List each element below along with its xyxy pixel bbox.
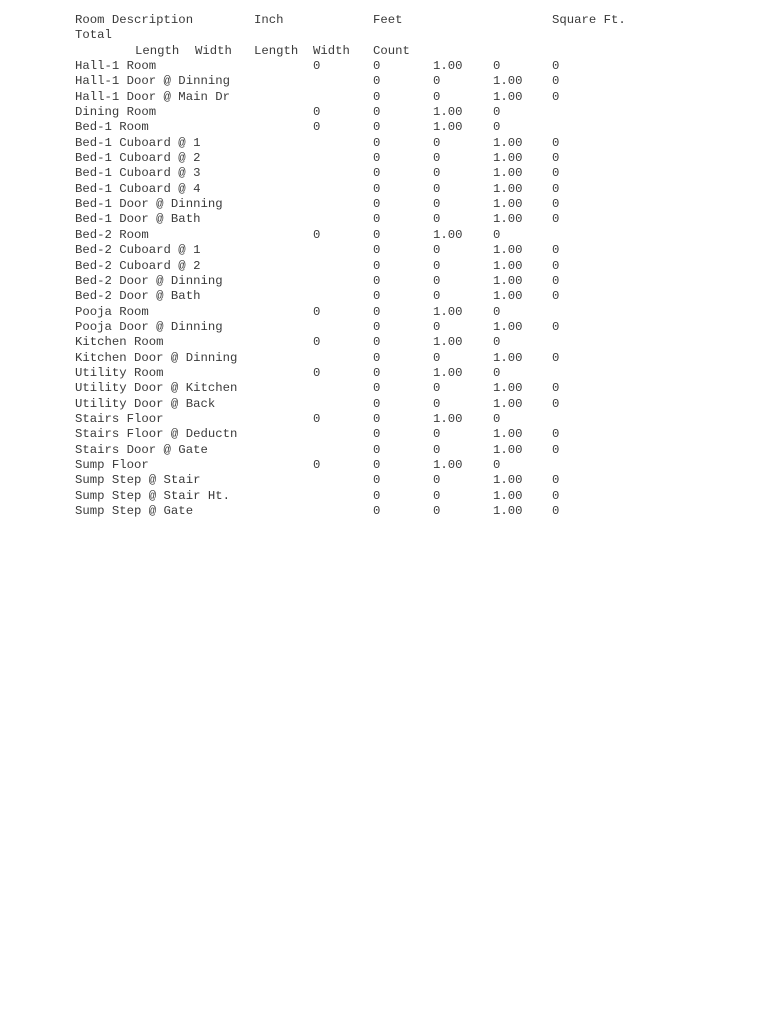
room-name: Utility Door @ Back [75, 396, 216, 411]
col-a-value: 0 [313, 304, 321, 319]
col-a-value: 0 [313, 365, 321, 380]
header-width-2: Width [313, 43, 350, 58]
room-name: Bed-1 Cuboard @ 2 [75, 151, 201, 166]
col-c-value: 0 [433, 427, 441, 442]
col-c-value: 0 [433, 396, 441, 411]
room-name: Stairs Floor @ Deductn [75, 427, 238, 442]
col-d-value: 1.00 [493, 166, 523, 181]
room-measurement-sheet [75, 13, 695, 519]
col-d-value: 0 [493, 457, 501, 472]
col-b-value: 0 [373, 504, 381, 518]
col-b-value: 0 [373, 120, 381, 135]
header-width: Width [195, 43, 232, 58]
col-b-value: 0 [373, 457, 381, 472]
col-c-value: 0 [433, 212, 441, 227]
col-e-value: 0 [552, 319, 560, 334]
col-c-value: 0 [433, 504, 441, 518]
header-row-2 [75, 28, 695, 43]
table-row [75, 366, 695, 381]
table-row [75, 351, 695, 366]
table-row [75, 381, 695, 396]
col-c-value: 0 [433, 166, 441, 181]
col-e-value: 0 [552, 74, 560, 89]
room-name: Bed-1 Door @ Bath [75, 212, 201, 227]
col-d-value: 1.00 [493, 273, 523, 288]
table-row [75, 259, 695, 274]
col-b-value: 0 [373, 105, 381, 120]
col-c-value: 1.00 [433, 304, 463, 319]
col-e-value: 0 [552, 488, 560, 503]
col-b-value: 0 [373, 135, 381, 150]
col-d-value: 1.00 [493, 488, 523, 503]
col-b-value: 0 [373, 227, 381, 242]
col-d-value: 1.00 [493, 212, 523, 227]
table-row [75, 427, 695, 442]
room-name: Bed-1 Cuboard @ 1 [75, 135, 201, 150]
room-name: Sump Step @ Stair Ht. [75, 488, 230, 503]
col-c-value: 1.00 [433, 120, 463, 135]
col-b-value: 0 [373, 212, 381, 227]
col-e-value: 0 [552, 442, 560, 457]
col-b-value: 0 [373, 381, 381, 396]
col-d-value: 1.00 [493, 243, 523, 258]
col-c-value: 1.00 [433, 227, 463, 242]
table-row [75, 212, 695, 227]
col-b-value: 0 [373, 166, 381, 181]
col-c-value: 0 [433, 74, 441, 89]
header-total: Total [75, 28, 112, 43]
col-c-value: 1.00 [433, 59, 463, 74]
room-name: Hall-1 Door @ Dinning [75, 74, 230, 89]
table-row [75, 151, 695, 166]
table-row [75, 74, 695, 89]
col-c-value: 0 [433, 319, 441, 334]
table-row [75, 274, 695, 289]
col-b-value: 0 [373, 197, 381, 212]
col-c-value: 0 [433, 273, 441, 288]
header-room-description: Room Description [75, 13, 194, 27]
col-e-value: 0 [552, 504, 560, 518]
header-feet: Feet [373, 13, 403, 27]
col-c-value: 0 [433, 89, 441, 104]
col-b-value: 0 [373, 350, 381, 365]
room-name: Bed-2 Cuboard @ 1 [75, 243, 201, 258]
table-row [75, 504, 695, 519]
col-c-value: 1.00 [433, 457, 463, 472]
table-row [75, 197, 695, 212]
col-b-value: 0 [373, 181, 381, 196]
col-c-value: 0 [433, 181, 441, 196]
table-row [75, 105, 695, 120]
col-b-value: 0 [373, 304, 381, 319]
col-d-value: 1.00 [493, 381, 523, 396]
col-e-value: 0 [552, 135, 560, 150]
table-row [75, 243, 695, 258]
col-a-value: 0 [313, 457, 321, 472]
room-name: Bed-1 Cuboard @ 4 [75, 181, 201, 196]
col-d-value: 1.00 [493, 319, 523, 334]
table-row [75, 228, 695, 243]
table-row [75, 59, 695, 74]
header-inch: Inch [254, 13, 284, 27]
table-row [75, 397, 695, 412]
col-e-value: 0 [552, 427, 560, 442]
room-name: Utility Room [75, 365, 164, 380]
col-c-value: 0 [433, 381, 441, 396]
col-c-value: 0 [433, 197, 441, 212]
col-e-value: 0 [552, 258, 560, 273]
col-d-value: 0 [493, 304, 501, 319]
header-length: Length [135, 43, 180, 58]
table-row [75, 120, 695, 135]
col-d-value: 1.00 [493, 504, 523, 518]
col-d-value: 0 [493, 411, 501, 426]
col-b-value: 0 [373, 365, 381, 380]
col-a-value: 0 [313, 59, 321, 74]
col-c-value: 1.00 [433, 411, 463, 426]
table-body [75, 59, 695, 519]
room-name: Stairs Door @ Gate [75, 442, 208, 457]
col-c-value: 1.00 [433, 365, 463, 380]
col-c-value: 1.00 [433, 105, 463, 120]
col-e-value: 0 [552, 166, 560, 181]
col-b-value: 0 [373, 59, 381, 74]
room-name: Sump Step @ Stair [75, 473, 201, 488]
room-name: Sump Floor [75, 457, 149, 472]
col-e-value: 0 [552, 181, 560, 196]
col-a-value: 0 [313, 120, 321, 135]
table-row [75, 443, 695, 458]
col-b-value: 0 [373, 488, 381, 503]
header-square-ft: Square Ft. [552, 13, 626, 27]
col-b-value: 0 [373, 473, 381, 488]
col-d-value: 1.00 [493, 350, 523, 365]
col-d-value: 1.00 [493, 396, 523, 411]
col-d-value: 0 [493, 335, 501, 350]
col-a-value: 0 [313, 411, 321, 426]
table-row [75, 90, 695, 105]
col-e-value: 0 [552, 243, 560, 258]
header-row-3 [75, 44, 695, 59]
room-name: Utility Door @ Kitchen [75, 381, 238, 396]
col-c-value: 0 [433, 243, 441, 258]
room-name: Bed-2 Room [75, 227, 149, 242]
col-d-value: 1.00 [493, 258, 523, 273]
col-b-value: 0 [373, 289, 381, 304]
col-e-value: 0 [552, 273, 560, 288]
col-e-value: 0 [552, 59, 560, 74]
col-b-value: 0 [373, 319, 381, 334]
col-b-value: 0 [373, 258, 381, 273]
room-name: Kitchen Door @ Dinning [75, 350, 238, 365]
table-row [75, 182, 695, 197]
table-row [75, 458, 695, 473]
col-a-value: 0 [313, 335, 321, 350]
col-e-value: 0 [552, 151, 560, 166]
col-e-value: 0 [552, 396, 560, 411]
room-name: Sump Step @ Gate [75, 504, 194, 518]
col-c-value: 0 [433, 151, 441, 166]
table-row [75, 305, 695, 320]
col-c-value: 0 [433, 473, 441, 488]
col-b-value: 0 [373, 273, 381, 288]
col-d-value: 1.00 [493, 442, 523, 457]
col-a-value: 0 [313, 227, 321, 242]
room-name: Bed-2 Door @ Bath [75, 289, 201, 304]
col-e-value: 0 [552, 350, 560, 365]
col-b-value: 0 [373, 427, 381, 442]
table-row [75, 489, 695, 504]
col-c-value: 0 [433, 135, 441, 150]
col-e-value: 0 [552, 89, 560, 104]
col-e-value: 0 [552, 212, 560, 227]
col-d-value: 1.00 [493, 135, 523, 150]
col-e-value: 0 [552, 197, 560, 212]
room-name: Stairs Floor [75, 411, 164, 426]
table-row [75, 289, 695, 304]
col-d-value: 1.00 [493, 74, 523, 89]
col-c-value: 0 [433, 289, 441, 304]
room-name: Hall-1 Room [75, 59, 157, 74]
col-c-value: 0 [433, 488, 441, 503]
col-c-value: 0 [433, 350, 441, 365]
col-b-value: 0 [373, 243, 381, 258]
room-name: Kitchen Room [75, 335, 164, 350]
room-name: Hall-1 Door @ Main Dr [75, 89, 230, 104]
col-d-value: 1.00 [493, 289, 523, 304]
col-d-value: 1.00 [493, 89, 523, 104]
table-row [75, 136, 695, 151]
col-d-value: 1.00 [493, 181, 523, 196]
col-a-value: 0 [313, 105, 321, 120]
room-name: Bed-1 Door @ Dinning [75, 197, 223, 212]
col-b-value: 0 [373, 411, 381, 426]
room-name: Dining Room [75, 105, 157, 120]
col-d-value: 0 [493, 59, 501, 74]
table-row [75, 335, 695, 350]
col-d-value: 1.00 [493, 473, 523, 488]
col-b-value: 0 [373, 74, 381, 89]
col-e-value: 0 [552, 381, 560, 396]
header-row-1 [75, 13, 695, 28]
table-row [75, 412, 695, 427]
table-row [75, 473, 695, 488]
room-name: Pooja Room [75, 304, 149, 319]
col-c-value: 0 [433, 258, 441, 273]
col-b-value: 0 [373, 396, 381, 411]
col-d-value: 1.00 [493, 151, 523, 166]
col-d-value: 0 [493, 120, 501, 135]
room-name: Bed-2 Cuboard @ 2 [75, 258, 201, 273]
room-name: Pooja Door @ Dinning [75, 319, 223, 334]
col-e-value: 0 [552, 473, 560, 488]
col-d-value: 1.00 [493, 197, 523, 212]
col-b-value: 0 [373, 151, 381, 166]
col-b-value: 0 [373, 442, 381, 457]
table-row [75, 166, 695, 181]
header-length-2: Length [254, 43, 299, 58]
col-c-value: 0 [433, 442, 441, 457]
col-c-value: 1.00 [433, 335, 463, 350]
col-d-value: 1.00 [493, 427, 523, 442]
col-e-value: 0 [552, 289, 560, 304]
room-name: Bed-1 Room [75, 120, 149, 135]
room-name: Bed-2 Door @ Dinning [75, 273, 223, 288]
col-b-value: 0 [373, 335, 381, 350]
col-d-value: 0 [493, 365, 501, 380]
col-d-value: 0 [493, 105, 501, 120]
col-b-value: 0 [373, 89, 381, 104]
header-count: Count [373, 43, 410, 58]
col-d-value: 0 [493, 227, 501, 242]
table-row [75, 320, 695, 335]
room-name: Bed-1 Cuboard @ 3 [75, 166, 201, 181]
